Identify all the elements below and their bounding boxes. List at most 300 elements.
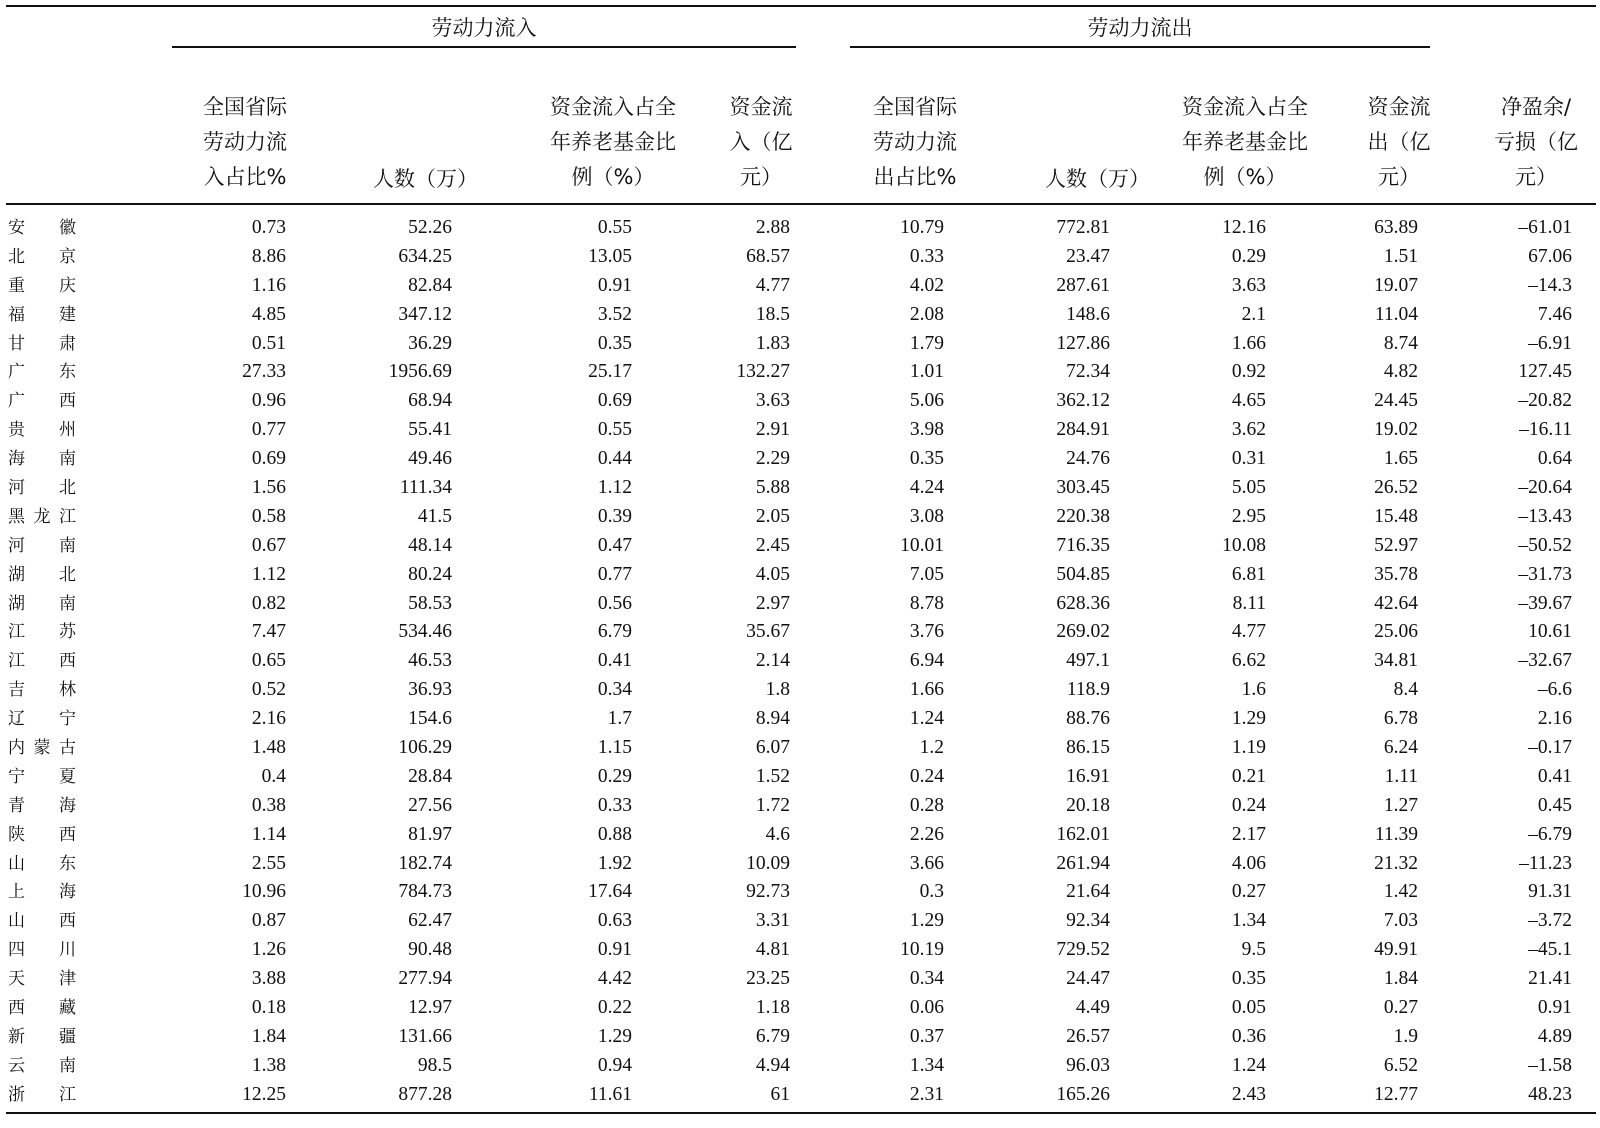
value-cell: 0.28 bbox=[909, 794, 944, 816]
value-cell: 0.41 bbox=[1537, 765, 1572, 787]
group-underline-outflow bbox=[850, 46, 1430, 48]
value-cell: –31.73 bbox=[1518, 563, 1572, 585]
group-title-inflow: 劳动力流入 bbox=[431, 16, 537, 40]
header-line: 人数（万） bbox=[1045, 167, 1150, 191]
header-line: 资金流 bbox=[729, 95, 793, 119]
value-cell: 4.77 bbox=[755, 274, 790, 296]
value-cell: 0.87 bbox=[251, 910, 286, 932]
value-cell: 1.38 bbox=[251, 1054, 286, 1076]
value-cell: 8.11 bbox=[1232, 592, 1266, 614]
value-cell: 0.37 bbox=[909, 1025, 944, 1047]
value-cell: 1.8 bbox=[765, 679, 790, 701]
value-cell: 628.36 bbox=[1056, 592, 1110, 614]
value-cell: 1.2 bbox=[919, 737, 944, 759]
value-cell: 0.67 bbox=[251, 534, 286, 556]
value-cell: 2.1 bbox=[1241, 303, 1266, 325]
value-cell: 220.38 bbox=[1056, 505, 1110, 527]
province-cell: 北 京 bbox=[8, 246, 76, 267]
value-cell: 25.17 bbox=[588, 361, 632, 383]
header-line: 年养老基金比 bbox=[550, 130, 676, 154]
header-line: 出占比% bbox=[873, 165, 957, 189]
value-cell: 12.97 bbox=[408, 997, 452, 1019]
value-cell: 3.76 bbox=[909, 621, 944, 643]
value-cell: 0.63 bbox=[597, 910, 632, 932]
value-cell: 92.73 bbox=[746, 881, 790, 903]
value-cell: 2.29 bbox=[755, 448, 790, 470]
value-cell: 1.01 bbox=[909, 361, 944, 383]
province-cell: 江 西 bbox=[8, 651, 76, 672]
header-line: 元） bbox=[740, 165, 782, 189]
header-line: 例（%） bbox=[1203, 165, 1287, 189]
header-line: 全国省际 bbox=[873, 95, 957, 119]
value-cell: 0.29 bbox=[597, 765, 632, 787]
value-cell: 1.66 bbox=[909, 679, 944, 701]
province-cell: 河 北 bbox=[8, 478, 76, 499]
value-cell: 36.29 bbox=[408, 332, 452, 354]
value-cell: 26.57 bbox=[1066, 1025, 1110, 1047]
value-cell: 67.06 bbox=[1528, 245, 1572, 267]
value-cell: 784.73 bbox=[398, 881, 452, 903]
value-cell: 6.79 bbox=[597, 621, 632, 643]
table-row bbox=[0, 358, 1600, 387]
value-cell: 3.52 bbox=[597, 303, 632, 325]
value-cell: 21.32 bbox=[1374, 852, 1418, 874]
value-cell: 12.16 bbox=[1222, 217, 1266, 238]
value-cell: 4.89 bbox=[1537, 1025, 1572, 1047]
value-cell: 55.41 bbox=[408, 419, 452, 441]
value-cell: 16.91 bbox=[1066, 765, 1110, 787]
value-cell: 35.67 bbox=[746, 621, 790, 643]
value-cell: 24.76 bbox=[1066, 448, 1110, 470]
value-cell: 49.91 bbox=[1374, 939, 1418, 961]
table-row bbox=[0, 503, 1600, 532]
value-cell: 148.6 bbox=[1066, 303, 1110, 325]
value-cell: 0.73 bbox=[251, 217, 286, 238]
value-cell: 0.65 bbox=[251, 650, 286, 672]
value-cell: 2.16 bbox=[1537, 708, 1572, 730]
value-cell: 6.78 bbox=[1383, 708, 1418, 730]
value-cell: 0.52 bbox=[251, 679, 286, 701]
value-cell: 1.11 bbox=[1384, 765, 1418, 787]
province-cell: 广 西 bbox=[8, 391, 76, 412]
table-bottom-rule bbox=[6, 1112, 1596, 1114]
value-cell: 10.19 bbox=[900, 939, 944, 961]
value-cell: 1.14 bbox=[251, 823, 286, 845]
value-cell: 0.96 bbox=[251, 390, 286, 412]
value-cell: 284.91 bbox=[1056, 419, 1110, 441]
value-cell: 3.98 bbox=[909, 419, 944, 441]
value-cell: –50.52 bbox=[1518, 534, 1572, 556]
value-cell: 3.31 bbox=[755, 910, 790, 932]
value-cell: –16.11 bbox=[1519, 419, 1572, 441]
value-cell: 277.94 bbox=[398, 968, 452, 990]
value-cell: 0.44 bbox=[597, 448, 632, 470]
value-cell: 3.62 bbox=[1231, 419, 1266, 441]
value-cell: 0.35 bbox=[909, 448, 944, 470]
value-cell: 0.55 bbox=[597, 217, 632, 238]
value-cell: –61.01 bbox=[1518, 217, 1572, 238]
value-cell: 0.27 bbox=[1231, 881, 1266, 903]
value-cell: 11.39 bbox=[1374, 823, 1418, 845]
table-row bbox=[0, 561, 1600, 590]
value-cell: 772.81 bbox=[1056, 217, 1110, 238]
header-line: 亏损（亿 bbox=[1494, 130, 1578, 154]
header-line: 劳动力流 bbox=[203, 130, 287, 154]
value-cell: –0.17 bbox=[1528, 737, 1572, 759]
value-cell: 0.69 bbox=[251, 448, 286, 470]
value-cell: 1.9 bbox=[1393, 1025, 1418, 1047]
value-cell: 3.63 bbox=[1231, 274, 1266, 296]
value-cell: 106.29 bbox=[398, 737, 452, 759]
value-cell: 0.92 bbox=[1231, 361, 1266, 383]
value-cell: 127.45 bbox=[1518, 361, 1572, 383]
value-cell: 34.81 bbox=[1374, 650, 1418, 672]
value-cell: 1.7 bbox=[607, 708, 632, 730]
header-in-fund-ratio bbox=[538, 90, 688, 195]
province-cell: 山 东 bbox=[8, 853, 76, 874]
table-row bbox=[0, 792, 1600, 821]
table-row bbox=[0, 850, 1600, 879]
value-cell: 6.52 bbox=[1383, 1054, 1418, 1076]
value-cell: 8.94 bbox=[755, 708, 790, 730]
value-cell: 24.47 bbox=[1066, 968, 1110, 990]
value-cell: 17.64 bbox=[588, 881, 632, 903]
value-cell: 2.88 bbox=[755, 217, 790, 238]
header-line: 例（%） bbox=[571, 165, 655, 189]
table-row bbox=[0, 647, 1600, 676]
group-title-outflow: 劳动力流出 bbox=[1087, 16, 1193, 40]
value-cell: 10.96 bbox=[242, 881, 286, 903]
table-row bbox=[0, 445, 1600, 474]
value-cell: 1.26 bbox=[251, 939, 286, 961]
table-row bbox=[0, 965, 1600, 994]
value-cell: 8.4 bbox=[1393, 679, 1418, 701]
value-cell: 4.42 bbox=[597, 968, 632, 990]
value-cell: 36.93 bbox=[408, 679, 452, 701]
value-cell: 12.25 bbox=[242, 1083, 286, 1105]
table-row bbox=[0, 590, 1600, 619]
value-cell: 0.47 bbox=[597, 534, 632, 556]
header-line: 资金流入占全 bbox=[1182, 95, 1308, 119]
header-in-fund bbox=[716, 90, 806, 195]
table-row bbox=[0, 532, 1600, 561]
province-cell: 西 藏 bbox=[8, 998, 76, 1019]
value-cell: 0.21 bbox=[1231, 765, 1266, 787]
value-cell: 1.84 bbox=[1383, 968, 1418, 990]
value-cell: 49.46 bbox=[408, 448, 452, 470]
value-cell: 1.83 bbox=[755, 332, 790, 354]
value-cell: 10.61 bbox=[1528, 621, 1572, 643]
province-cell: 浙 江 bbox=[8, 1084, 76, 1105]
value-cell: 1.56 bbox=[251, 477, 286, 499]
value-cell: 23.25 bbox=[746, 968, 790, 990]
value-cell: 4.82 bbox=[1383, 361, 1418, 383]
header-out-people bbox=[1022, 162, 1150, 197]
value-cell: 0.3 bbox=[919, 881, 944, 903]
province-cell: 宁 夏 bbox=[8, 766, 76, 787]
province-cell: 安 徽 bbox=[8, 218, 76, 238]
value-cell: 1.29 bbox=[1231, 708, 1266, 730]
province-cell: 新 疆 bbox=[8, 1026, 76, 1047]
value-cell: –6.91 bbox=[1528, 332, 1572, 354]
value-cell: 4.49 bbox=[1075, 997, 1110, 1019]
value-cell: 3.08 bbox=[909, 505, 944, 527]
value-cell: 1.15 bbox=[597, 737, 632, 759]
header-line: 人数（万） bbox=[373, 167, 478, 191]
value-cell: 19.07 bbox=[1374, 274, 1418, 296]
value-cell: 1.19 bbox=[1231, 737, 1266, 759]
province-cell: 上 海 bbox=[8, 882, 76, 903]
table-row bbox=[0, 878, 1600, 907]
value-cell: 3.63 bbox=[755, 390, 790, 412]
value-cell: 0.33 bbox=[909, 245, 944, 267]
header-net bbox=[1484, 90, 1588, 195]
value-cell: 716.35 bbox=[1056, 534, 1110, 556]
value-cell: 127.86 bbox=[1056, 332, 1110, 354]
value-cell: 2.95 bbox=[1231, 505, 1266, 527]
value-cell: 11.61 bbox=[588, 1083, 632, 1105]
value-cell: 28.84 bbox=[408, 765, 452, 787]
value-cell: 27.33 bbox=[242, 361, 286, 383]
value-cell: 6.79 bbox=[755, 1025, 790, 1047]
value-cell: 0.24 bbox=[1231, 794, 1266, 816]
value-cell: 118.9 bbox=[1066, 679, 1110, 701]
value-cell: 6.62 bbox=[1231, 650, 1266, 672]
value-cell: 0.36 bbox=[1231, 1025, 1266, 1047]
value-cell: 13.05 bbox=[588, 245, 632, 267]
value-cell: 4.77 bbox=[1231, 621, 1266, 643]
value-cell: 0.29 bbox=[1231, 245, 1266, 267]
value-cell: 7.46 bbox=[1537, 303, 1572, 325]
table-row bbox=[0, 763, 1600, 792]
province-cell: 贵 州 bbox=[8, 420, 76, 441]
table-row bbox=[0, 330, 1600, 359]
value-cell: 46.53 bbox=[408, 650, 452, 672]
value-cell: 2.26 bbox=[909, 823, 944, 845]
value-cell: 2.31 bbox=[909, 1083, 944, 1105]
value-cell: 52.97 bbox=[1374, 534, 1418, 556]
value-cell: 0.18 bbox=[251, 997, 286, 1019]
value-cell: 86.15 bbox=[1066, 737, 1110, 759]
value-cell: –11.23 bbox=[1519, 852, 1572, 874]
header-line: 元） bbox=[1378, 165, 1420, 189]
value-cell: 1.12 bbox=[597, 477, 632, 499]
value-cell: 1.16 bbox=[251, 274, 286, 296]
value-cell: 2.17 bbox=[1231, 823, 1266, 845]
header-out-share bbox=[850, 90, 980, 195]
value-cell: 8.74 bbox=[1383, 332, 1418, 354]
header-bottom-rule bbox=[6, 203, 1596, 205]
value-cell: 92.34 bbox=[1066, 910, 1110, 932]
value-cell: 0.31 bbox=[1231, 448, 1266, 470]
value-cell: 1.29 bbox=[909, 910, 944, 932]
value-cell: 7.03 bbox=[1383, 910, 1418, 932]
value-cell: 362.12 bbox=[1056, 390, 1110, 412]
value-cell: 182.74 bbox=[398, 852, 452, 874]
value-cell: 5.88 bbox=[755, 477, 790, 499]
value-cell: 42.64 bbox=[1374, 592, 1418, 614]
value-cell: 1.42 bbox=[1383, 881, 1418, 903]
value-cell: –13.43 bbox=[1518, 505, 1572, 527]
value-cell: 303.45 bbox=[1056, 477, 1110, 499]
value-cell: 62.47 bbox=[408, 910, 452, 932]
value-cell: 0.34 bbox=[909, 968, 944, 990]
value-cell: 4.85 bbox=[251, 303, 286, 325]
province-cell: 四 川 bbox=[8, 940, 76, 961]
value-cell: 68.57 bbox=[746, 245, 790, 267]
table-row bbox=[0, 734, 1600, 763]
value-cell: 497.1 bbox=[1066, 650, 1110, 672]
value-cell: 1.48 bbox=[251, 737, 286, 759]
value-cell: 52.26 bbox=[408, 217, 452, 238]
header-out-fund-ratio bbox=[1170, 90, 1320, 195]
province-cell: 陕 西 bbox=[8, 824, 76, 845]
value-cell: 63.89 bbox=[1374, 217, 1418, 238]
header-line: 入占比% bbox=[203, 165, 287, 189]
value-cell: 7.05 bbox=[909, 563, 944, 585]
province-cell: 重 庆 bbox=[8, 275, 76, 296]
table-row bbox=[0, 618, 1600, 647]
value-cell: 0.35 bbox=[597, 332, 632, 354]
value-cell: 72.34 bbox=[1066, 361, 1110, 383]
value-cell: 2.91 bbox=[755, 419, 790, 441]
value-cell: 0.88 bbox=[597, 823, 632, 845]
value-cell: 0.06 bbox=[909, 997, 944, 1019]
table-row bbox=[0, 705, 1600, 734]
value-cell: –20.64 bbox=[1518, 477, 1572, 499]
value-cell: 48.23 bbox=[1528, 1083, 1572, 1105]
value-cell: 23.47 bbox=[1066, 245, 1110, 267]
value-cell: 96.03 bbox=[1066, 1054, 1110, 1076]
table-row bbox=[0, 994, 1600, 1023]
table-row bbox=[0, 1081, 1600, 1110]
value-cell: 6.07 bbox=[755, 737, 790, 759]
value-cell: 1.79 bbox=[909, 332, 944, 354]
value-cell: 1.29 bbox=[597, 1025, 632, 1047]
value-cell: 4.6 bbox=[765, 823, 790, 845]
province-cell: 青 海 bbox=[8, 795, 76, 816]
province-cell: 甘 肃 bbox=[8, 333, 76, 354]
value-cell: 0.91 bbox=[1537, 997, 1572, 1019]
header-line: 全国省际 bbox=[203, 95, 287, 119]
value-cell: 0.77 bbox=[597, 563, 632, 585]
value-cell: 25.06 bbox=[1374, 621, 1418, 643]
province-cell: 云 南 bbox=[8, 1055, 76, 1076]
table-row bbox=[0, 214, 1600, 243]
value-cell: 10.01 bbox=[900, 534, 944, 556]
value-cell: 1.84 bbox=[251, 1025, 286, 1047]
table-row bbox=[0, 907, 1600, 936]
value-cell: 0.35 bbox=[1231, 968, 1266, 990]
value-cell: 3.88 bbox=[251, 968, 286, 990]
value-cell: 154.6 bbox=[408, 708, 452, 730]
value-cell: 0.39 bbox=[597, 505, 632, 527]
value-cell: 2.08 bbox=[909, 303, 944, 325]
value-cell: 111.34 bbox=[399, 477, 452, 499]
header-line: 入（亿 bbox=[729, 130, 793, 154]
value-cell: 1.34 bbox=[1231, 910, 1266, 932]
value-cell: –39.67 bbox=[1518, 592, 1572, 614]
header-out-fund bbox=[1354, 90, 1444, 195]
value-cell: 729.52 bbox=[1056, 939, 1110, 961]
province-cell: 内蒙古 bbox=[8, 738, 76, 759]
value-cell: 2.05 bbox=[755, 505, 790, 527]
value-cell: –3.72 bbox=[1528, 910, 1572, 932]
table-row bbox=[0, 821, 1600, 850]
value-cell: 1.92 bbox=[597, 852, 632, 874]
value-cell: 19.02 bbox=[1374, 419, 1418, 441]
value-cell: 1.66 bbox=[1231, 332, 1266, 354]
value-cell: 7.47 bbox=[251, 621, 286, 643]
value-cell: 41.5 bbox=[417, 505, 452, 527]
value-cell: –6.79 bbox=[1528, 823, 1572, 845]
value-cell: 1.65 bbox=[1383, 448, 1418, 470]
value-cell: 5.06 bbox=[909, 390, 944, 412]
province-cell: 山 西 bbox=[8, 911, 76, 932]
value-cell: 90.48 bbox=[408, 939, 452, 961]
value-cell: 0.27 bbox=[1383, 997, 1418, 1019]
value-cell: 2.97 bbox=[755, 592, 790, 614]
value-cell: 1.12 bbox=[251, 563, 286, 585]
value-cell: 4.65 bbox=[1231, 390, 1266, 412]
value-cell: 2.14 bbox=[755, 650, 790, 672]
value-cell: 61 bbox=[770, 1083, 790, 1105]
value-cell: 8.78 bbox=[909, 592, 944, 614]
value-cell: 0.82 bbox=[251, 592, 286, 614]
value-cell: 1.24 bbox=[909, 708, 944, 730]
value-cell: 0.58 bbox=[251, 505, 286, 527]
value-cell: 4.02 bbox=[909, 274, 944, 296]
value-cell: 10.79 bbox=[900, 217, 944, 238]
province-cell: 辽 宁 bbox=[8, 709, 76, 730]
table-top-rule bbox=[6, 5, 1596, 7]
value-cell: 68.94 bbox=[408, 390, 452, 412]
value-cell: –20.82 bbox=[1518, 390, 1572, 412]
value-cell: 1.24 bbox=[1231, 1054, 1266, 1076]
value-cell: 0.55 bbox=[597, 419, 632, 441]
header-line: 出（亿 bbox=[1367, 130, 1431, 154]
header-in-share bbox=[180, 90, 310, 195]
value-cell: 0.51 bbox=[251, 332, 286, 354]
value-cell: 165.26 bbox=[1056, 1083, 1110, 1105]
value-cell: 5.05 bbox=[1231, 477, 1266, 499]
province-cell: 河 南 bbox=[8, 535, 76, 556]
value-cell: 0.91 bbox=[597, 939, 632, 961]
value-cell: 3.66 bbox=[909, 852, 944, 874]
province-cell: 吉 林 bbox=[8, 680, 76, 701]
value-cell: 4.24 bbox=[909, 477, 944, 499]
value-cell: 35.78 bbox=[1374, 563, 1418, 585]
value-cell: 8.86 bbox=[251, 245, 286, 267]
value-cell: 132.27 bbox=[736, 361, 790, 383]
table-row bbox=[0, 1023, 1600, 1052]
value-cell: 534.46 bbox=[398, 621, 452, 643]
province-cell: 湖 北 bbox=[8, 564, 76, 585]
value-cell: 504.85 bbox=[1056, 563, 1110, 585]
group-underline-inflow bbox=[172, 46, 796, 48]
value-cell: 0.56 bbox=[597, 592, 632, 614]
value-cell: 6.24 bbox=[1383, 737, 1418, 759]
value-cell: –32.67 bbox=[1518, 650, 1572, 672]
value-cell: 4.05 bbox=[755, 563, 790, 585]
province-cell: 广 东 bbox=[8, 362, 76, 383]
header-line: 资金流入占全 bbox=[550, 95, 676, 119]
value-cell: 58.53 bbox=[408, 592, 452, 614]
value-cell: 4.94 bbox=[755, 1054, 790, 1076]
value-cell: 0.38 bbox=[251, 794, 286, 816]
province-cell: 黑龙江 bbox=[8, 506, 76, 527]
value-cell: 1.6 bbox=[1241, 679, 1266, 701]
